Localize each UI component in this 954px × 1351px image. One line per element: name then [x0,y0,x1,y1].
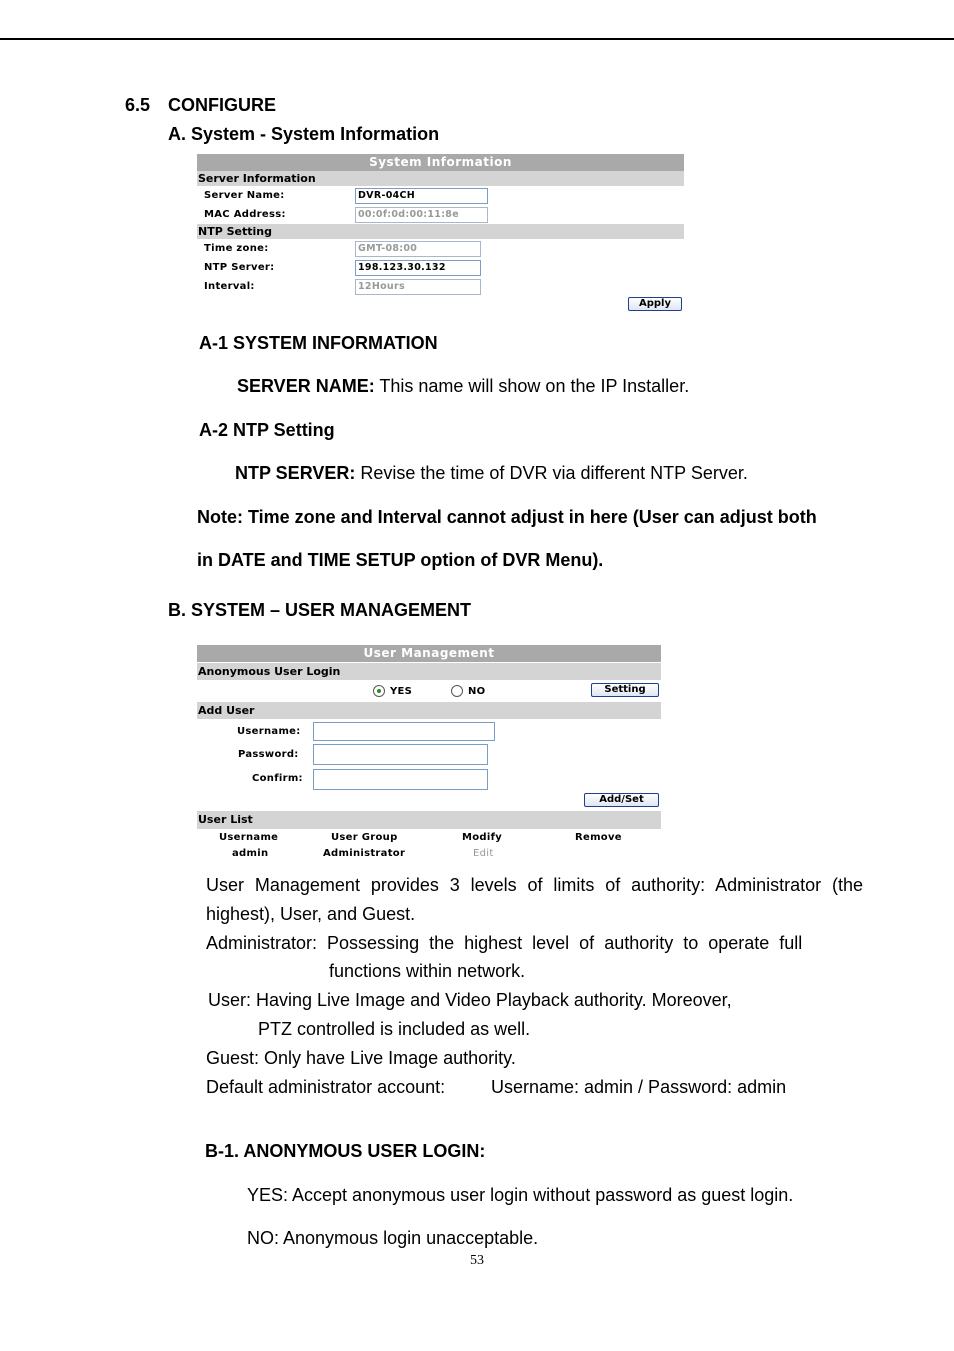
mac-address-input: 00:0f:0d:00:11:8e [355,207,488,223]
user-list-section: User List [197,811,661,829]
guest-line: Guest: Only have Live Image authority. [206,1048,516,1068]
no-description: NO: Anonymous login unacceptable. [247,1228,539,1248]
part-a-heading: A. System - System Information [168,124,440,144]
anonymous-no-radio[interactable] [451,685,463,697]
no-label: NO [468,686,486,697]
user-line-2: PTZ controlled is included as well. [258,1019,531,1039]
ntp-server-desc: Revise the time of DVR via different NTP Server. [355,463,748,483]
anonymous-login-section: Anonymous User Login [197,663,661,680]
mac-address-label: MAC Address: [204,209,286,220]
section-number: 6.5 [125,95,151,115]
add-set-button[interactable]: Add/Set [584,793,659,807]
yes-description: YES: Accept anonymous user login without password as guest login. [247,1185,794,1205]
b1-heading: B-1. ANONYMOUS USER LOGIN: [205,1141,486,1161]
row-username: admin [232,848,269,859]
column-user-group: User Group [331,832,398,843]
ntp-server-input[interactable]: 198.123.30.132 [355,260,481,276]
username-label: Username: [237,726,301,737]
a1-heading: A-1 SYSTEM INFORMATION [199,333,438,353]
admin-line-1: Administrator: Possessing the highest level of authority to operate full [206,933,803,953]
add-user-section: Add User [197,702,661,719]
password-input[interactable] [313,744,488,765]
ntp-server-description [235,463,748,484]
header-rule [0,38,954,40]
ntp-setting-section: NTP Setting [197,224,684,239]
row-user-group: Administrator [323,848,406,859]
panel-title: System Information [197,154,684,171]
default-account-label: Default administrator account: [206,1077,446,1097]
password-label: Password: [238,749,299,760]
section-title: CONFIGURE [168,95,276,115]
a2-heading: A-2 NTP Setting [199,420,335,440]
yes-label: YES [390,686,413,697]
user-line-1: User: Having Live Image and Video Playback authority. Moreover, [208,990,732,1010]
ntp-server-label: NTP Server: [204,262,275,273]
confirm-input[interactable] [313,769,488,790]
time-zone-label: Time zone: [204,243,269,254]
server-name-label: Server Name: [204,190,285,201]
apply-button[interactable]: Apply [628,297,682,311]
confirm-label: Confirm: [252,773,303,784]
interval-label: Interval: [204,281,255,292]
setting-button[interactable]: Setting [591,683,659,697]
column-modify: Modify [462,832,503,843]
note-line-1: Note: Time zone and Interval cannot adjust in here (User can adjust both [197,507,817,527]
note-line-2: in DATE and TIME SETUP option of DVR Menu). [197,550,604,570]
desc-line-2: highest), User, and Guest. [206,904,416,924]
username-input[interactable] [313,722,495,741]
system-information-panel [197,154,684,314]
time-zone-input: GMT-08:00 [355,241,481,257]
server-information-section: Server Information [197,171,684,186]
admin-line-2: functions within network. [329,961,526,981]
default-account-value: Username: admin / Password: admin [491,1077,787,1097]
interval-input: 12Hours [355,279,481,295]
panel-title: User Management [197,645,661,662]
server-name-term: SERVER NAME: [237,376,375,396]
server-name-description [237,376,689,397]
anonymous-yes-radio[interactable] [373,685,385,697]
part-b-heading: B. SYSTEM – USER MANAGEMENT [168,600,472,620]
desc-line-1: User Management provides 3 levels of limits of authority: Administrator (the [206,875,863,895]
ntp-server-term: NTP SERVER: [235,463,356,483]
row-edit-link[interactable]: Edit [473,848,494,859]
column-username: Username [219,832,279,843]
server-name-desc: This name will show on the IP Installer. [374,376,690,396]
column-remove: Remove [575,832,622,843]
page-number: 53 [470,1253,484,1268]
user-management-panel [197,645,661,863]
server-name-input[interactable]: DVR-04CH [355,188,488,204]
